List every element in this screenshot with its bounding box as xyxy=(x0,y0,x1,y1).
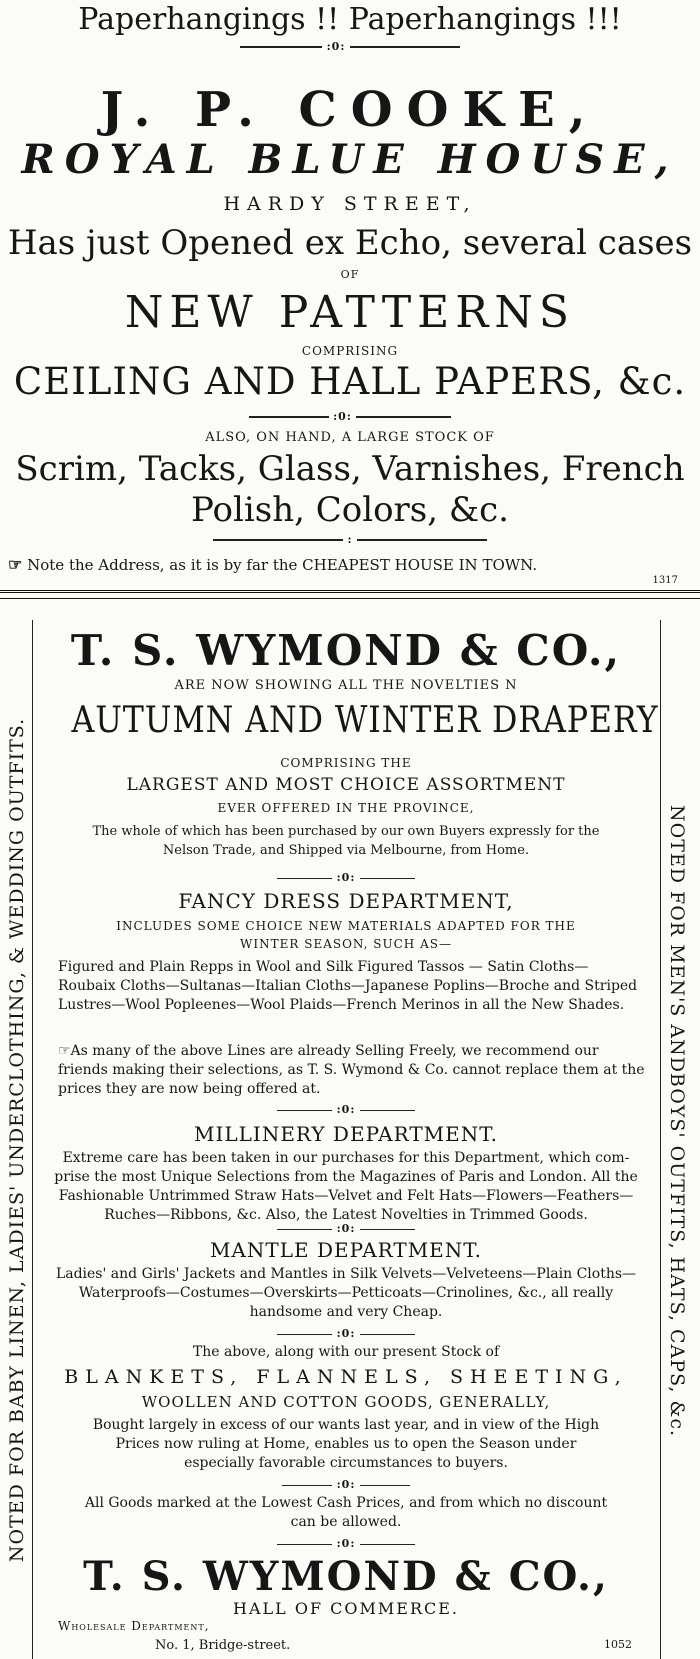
ad2-mantle-heading: MANTLE DEPARTMENT. xyxy=(209,1238,483,1262)
ad2-title-bottom: T. S. WYMOND & CO., xyxy=(83,1553,609,1600)
ad2-right-column xyxy=(660,620,699,1659)
ad2-bought-line-2: Prices now ruling at Home, enables us to open the Season under xyxy=(115,1436,577,1452)
ad2-includes xyxy=(34,917,658,953)
ad2-bought-paragraph xyxy=(34,1416,658,1473)
ad2-ever-offered: EVER OFFERED IN THE PROVINCE, xyxy=(217,801,475,815)
ad1-bottom-rule xyxy=(0,590,700,593)
ad2-divider-5 xyxy=(34,1478,658,1491)
ad1-divider-1 xyxy=(0,40,700,53)
ad1-divider-3 xyxy=(0,533,700,546)
ad2-now-showing: ARE NOW SHOWING ALL THE NOVELTIES N xyxy=(174,678,518,693)
ad2-title: T. S. WYMOND & CO., xyxy=(70,626,622,675)
ad2-wholesale-department: Wholesale Department, xyxy=(58,1619,210,1633)
ad2-whole-paragraph xyxy=(34,822,658,860)
ad2-mantle-line-3: handsome and very Cheap. xyxy=(249,1304,443,1320)
ad1-headline: Paperhangings !! Paperhangings !!! xyxy=(78,2,622,37)
ad1-merchant-name: J. P. COOKE, xyxy=(100,82,600,138)
ad2-mantle-line-1: Ladies' and Girls' Jackets and Mantles in Silk Velvets—Velveteens—Plain Cloths— xyxy=(55,1266,637,1282)
divider-mark: :0: xyxy=(336,1103,356,1116)
divider-mark: :0: xyxy=(333,410,352,423)
divider-mark: :0: xyxy=(336,1222,356,1235)
ad1-of: OF xyxy=(340,268,360,281)
ad2-left-column xyxy=(2,620,33,1659)
ad2-bought-line-1: Bought largely in excess of our wants last year, and in view of the High xyxy=(92,1417,600,1433)
ad2-above-stock: The above, along with our present Stock of xyxy=(192,1344,500,1360)
ad2-mill-line-1: Extreme care has been taken in our purchases for this Department, which com- xyxy=(62,1150,630,1166)
ad1-divider-2 xyxy=(0,410,700,423)
divider-mark: :0: xyxy=(336,1537,356,1550)
ad2-millinery-text xyxy=(34,1149,658,1225)
ad2-number: 1052 xyxy=(604,1638,632,1651)
ad2-bought-line-3: especially favorable circumstances to buyers. xyxy=(184,1455,508,1471)
ad2-mill-line-2: prise the most Unique Selections from the Magazines of Paris and London. All the xyxy=(54,1169,638,1185)
ad2-millinery-heading: MILLINERY DEPARTMENT. xyxy=(193,1122,499,1146)
ad2-fancy-dress-heading: FANCY DRESS DEPARTMENT, xyxy=(178,889,514,913)
ad2-mill-line-4: Ruches—Ribbons, &c. Also, the Latest Novelties in Trimmed Goods. xyxy=(104,1207,588,1223)
ad1-bottom-rule-2 xyxy=(0,598,700,599)
ad2-divider-4 xyxy=(34,1327,658,1340)
ad2-divider-1 xyxy=(34,871,658,884)
pointing-hand-icon: ☞ xyxy=(8,555,23,574)
ad2-blankets: BLANKETS, FLANNELS, SHEETING, xyxy=(64,1366,628,1388)
ad2-selling-freely: ☞As many of the above Lines are already Selling Freely, we recommend our friends making their selections, as T. S. Wymond & Co. cannot replace them at the prices they are now being offered at. xyxy=(58,1043,645,1097)
ad1-note xyxy=(8,555,698,574)
ad2-autumn-winter: AUTUMN AND WINTER DRAPERY xyxy=(71,700,659,741)
ad2-includes-line-1: INCLUDES SOME CHOICE NEW MATERIALS ADAPTED FOR THE xyxy=(116,919,576,933)
ad1-note-text: Note the Address, as it is by far the CHEAPEST HOUSE IN TOWN. xyxy=(27,556,538,574)
ad1-opened-line: Has just Opened ex Echo, several cases xyxy=(7,223,693,263)
ad1-polish-line: Polish, Colors, &c. xyxy=(191,490,509,530)
ad2-bridge-street: No. 1, Bridge-street. xyxy=(155,1638,291,1653)
ad1-new-patterns: NEW PATTERNS xyxy=(124,287,576,338)
ad2-includes-line-2: WINTER SEASON, SUCH AS— xyxy=(240,937,452,951)
ad2-goods-line-2: can be allowed. xyxy=(290,1514,402,1530)
divider-mark: :0: xyxy=(336,1478,356,1491)
ad2-divider-6 xyxy=(34,1537,658,1550)
ad2-whole-line-1: The whole of which has been purchased by our own Buyers expressly for the xyxy=(92,824,600,839)
divider-mark: :0: xyxy=(326,40,346,53)
ad2-left-side-text: NOTED FOR BABY LINEN, LADIES' UNDERCLOTHING, & WEDDING OUTFITS. xyxy=(6,717,28,1562)
ad2-hall-of-commerce: HALL OF COMMERCE. xyxy=(232,1599,459,1618)
ad1-scrim-line: Scrim, Tacks, Glass, Varnishes, French xyxy=(15,449,685,489)
ad2-right-side-text: NOTED FOR MEN'S ANDBOYS' OUTFITS, HATS, CAPS, &c. xyxy=(666,805,688,1438)
ad2-goods-line-1: All Goods marked at the Lowest Cash Prices, and from which no discount xyxy=(84,1495,608,1511)
divider-mark: : xyxy=(347,533,353,546)
ad1-also-on-hand: ALSO, ON HAND, A LARGE STOCK OF xyxy=(205,430,495,445)
ad2-mantle-text xyxy=(34,1265,658,1322)
ad2-mill-line-3: Fashionable Untrimmed Straw Hats—Velvet and Felt Hats—Flowers—Feathers— xyxy=(58,1188,634,1204)
ad2-woollen: WOOLLEN AND COTTON GOODS, GENERALLY, xyxy=(141,1393,551,1411)
ad2-divider-3 xyxy=(34,1222,658,1235)
divider-mark: :0: xyxy=(336,871,356,884)
ad2-divider-2 xyxy=(34,1103,658,1116)
ad2-mantle-line-2: Waterproofs—Costumes—Overskirts—Petticoats—Crinolines, &c., all really xyxy=(78,1285,614,1301)
ad2-largest: LARGEST AND MOST CHOICE ASSORTMENT xyxy=(126,775,566,795)
ad2-fancy-items: Figured and Plain Repps in Wool and Silk Figured Tassos — Satin Cloths— Roubaix Cloths—Sultanas—Italian Cloths—Japanese Poplins—Broche and Striped Lustres—Wool Popleenes—Wool Plaids—French Merinos in all the New Shades. xyxy=(58,959,638,1013)
ad1-number: 1317 xyxy=(652,575,678,586)
ad2-whole-line-2: Nelson Trade, and Shipped via Melbourne, from Home. xyxy=(162,843,530,858)
ad2-comprising: COMPRISING THE xyxy=(280,756,412,770)
ad1-house-name: ROYAL BLUE HOUSE, xyxy=(21,136,679,183)
ad1-ceiling-papers: CEILING AND HALL PAPERS, &c. xyxy=(13,360,687,403)
ad1-street: HARDY STREET, xyxy=(223,193,477,215)
ad1-comprising: COMPRISING xyxy=(301,344,399,358)
ad2-goods-paragraph xyxy=(34,1494,658,1532)
divider-mark: :0: xyxy=(336,1327,356,1340)
